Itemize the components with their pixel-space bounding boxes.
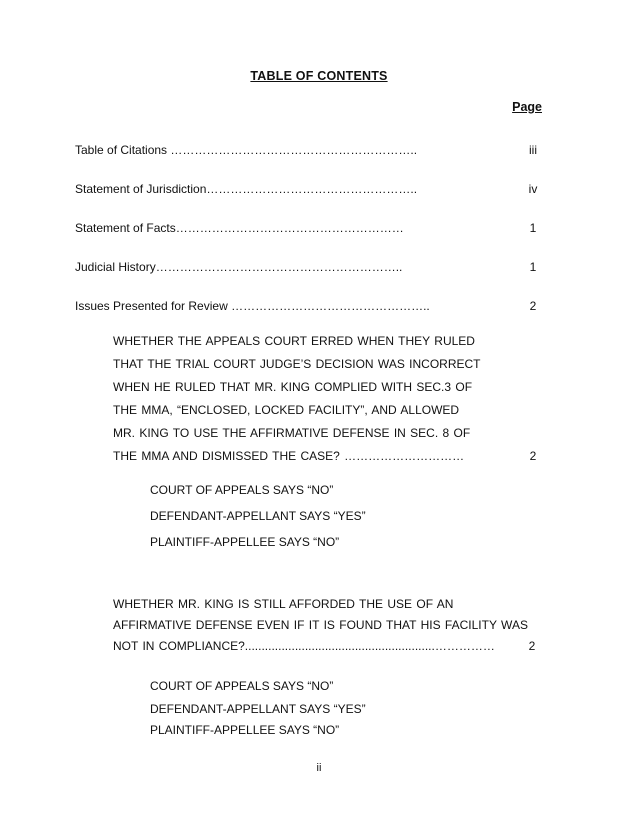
toc-entry-table-of-citations: Table of Citations …………………………………………………….. [75, 143, 418, 157]
toc-entry-issues-presented: Issues Presented for Review ………………………………………….. [75, 299, 430, 313]
issue-2-line: NOT IN COMPLIANCE?.........................................................…………… [113, 639, 495, 653]
issue-1-page: 2 [529, 449, 537, 463]
issue-2-court-of-appeals-vote: COURT OF APPEALS SAYS “NO” [150, 679, 334, 693]
issue-2-plaintiff-vote: PLAINTIFF-APPELLEE SAYS “NO” [150, 723, 340, 737]
issue-1-plaintiff-vote: PLAINTIFF-APPELLEE SAYS “NO” [150, 535, 340, 549]
issue-2-defendant-vote: DEFENDANT-APPELLANT SAYS “YES” [150, 702, 366, 716]
issue-1-line: WHETHER THE APPEALS COURT ERRED WHEN THEY RULED [113, 334, 475, 348]
toc-entry-statement-of-facts: Statement of Facts………………………………………………… [75, 221, 404, 235]
issue-2-line: WHETHER MR. KING IS STILL AFFORDED THE USE OF AN [113, 597, 454, 611]
issue-1-line: WHEN HE RULED THAT MR. KING COMPLIED WITH SEC.3 OF [113, 380, 473, 394]
issue-1-court-of-appeals-vote: COURT OF APPEALS SAYS “NO” [150, 483, 334, 497]
page-column-heading: Page [512, 100, 542, 114]
issue-1-line: THE MMA AND DISMISSED THE CASE? ………………………… [113, 449, 465, 463]
issue-1-line: MR. KING TO USE THE AFFIRMATIVE DEFENSE IN SEC. 8 OF [113, 426, 471, 440]
toc-entry-statement-of-jurisdiction: Statement of Jurisdiction…………………………………………….. [75, 182, 418, 196]
toc-entry-page: iv [528, 182, 538, 196]
toc-heading: TABLE OF CONTENTS [250, 69, 388, 83]
toc-entry-page: iii [529, 143, 537, 157]
issue-2-page: 2 [528, 639, 536, 653]
toc-entry-page: 1 [529, 221, 537, 235]
issue-2-line: AFFIRMATIVE DEFENSE EVEN IF IT IS FOUND THAT HIS FACILITY WAS [113, 618, 528, 632]
toc-entry-page: 2 [529, 299, 537, 313]
issue-1-line: THAT THE TRIAL COURT JUDGE’S DECISION WAS INCORRECT [113, 357, 481, 371]
toc-entry-judicial-history: Judicial History…………………………………………………….. [75, 260, 403, 274]
toc-entry-page: 1 [529, 260, 537, 274]
page-number-footer: ii [316, 762, 322, 774]
issue-1-defendant-vote: DEFENDANT-APPELLANT SAYS “YES” [150, 509, 366, 523]
issue-1-line: THE MMA, “ENCLOSED, LOCKED FACILITY”, AND ALLOWED [113, 403, 460, 417]
